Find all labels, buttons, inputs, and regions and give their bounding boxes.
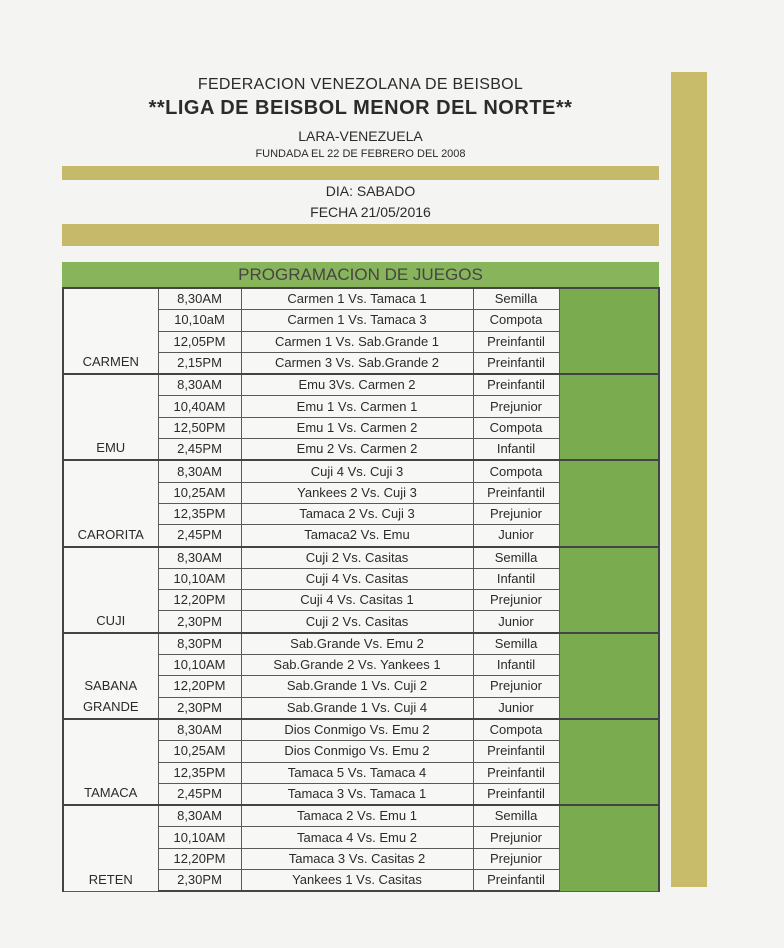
game-time: 2,45PM (158, 783, 241, 805)
game-time: 2,45PM (158, 439, 241, 461)
game-category: Junior (473, 611, 559, 633)
table-row (63, 288, 659, 310)
game-match: Tamaca 3 Vs. Casitas 2 (241, 848, 473, 869)
game-match: Emu 1 Vs. Carmen 2 (241, 417, 473, 438)
table-row (63, 719, 659, 741)
game-category: Semilla (473, 633, 559, 655)
game-category: Prejunior (473, 503, 559, 524)
game-time: 10,25AM (158, 741, 241, 762)
league-title: **LIGA DE BEISBOL MENOR DEL NORTE** (148, 97, 573, 119)
game-time: 10,10AM (158, 655, 241, 676)
game-category: Preinfantil (473, 331, 559, 352)
venue-name: EMU (96, 440, 126, 456)
game-time: 10,25AM (158, 482, 241, 503)
result-box (559, 633, 659, 719)
game-time: 8,30AM (158, 460, 241, 482)
game-match: Yankees 2 Vs. Cuji 3 (241, 482, 473, 503)
founded-text: FUNDADA EL 22 DE FEBRERO DEL 2008 (255, 148, 466, 160)
venue-cell (63, 460, 158, 546)
game-match: Sab.Grande 2 Vs. Yankees 1 (241, 655, 473, 676)
result-box (559, 460, 659, 546)
table-row (63, 547, 659, 569)
game-category: Preinfantil (473, 870, 559, 892)
table-row (63, 633, 659, 655)
venue-name: CARORITA (77, 526, 144, 542)
game-match: Carmen 1 Vs. Sab.Grande 1 (241, 331, 473, 352)
game-category: Infantil (473, 568, 559, 589)
game-match: Tamaca2 Vs. Emu (241, 525, 473, 547)
game-time: 12,20PM (158, 590, 241, 611)
venue-cell (63, 719, 158, 805)
schedule-table (62, 287, 660, 892)
date-label: FECHA 21/05/2016 (310, 204, 431, 220)
game-time: 8,30AM (158, 805, 241, 827)
game-time: 12,20PM (158, 848, 241, 869)
result-box (559, 547, 659, 633)
game-match: Tamaca 3 Vs. Tamaca 1 (241, 783, 473, 805)
game-category: Junior (473, 525, 559, 547)
game-time: 10,40AM (158, 396, 241, 417)
game-match: Cuji 2 Vs. Casitas (241, 547, 473, 569)
location-text: LARA-VENEZUELA (298, 128, 423, 144)
game-category: Preinfantil (473, 783, 559, 805)
game-match: Tamaca 4 Vs. Emu 2 (241, 827, 473, 848)
venue-cell (63, 374, 158, 460)
game-category: Infantil (473, 439, 559, 461)
game-match: Cuji 4 Vs. Casitas (241, 568, 473, 589)
game-time: 10,10aM (158, 310, 241, 331)
game-match: Cuji 4 Vs. Casitas 1 (241, 590, 473, 611)
game-time: 2,45PM (158, 525, 241, 547)
game-category: Preinfantil (473, 762, 559, 783)
game-match: Emu 1 Vs. Carmen 1 (241, 396, 473, 417)
venue-cell (63, 288, 158, 374)
game-category: Preinfantil (473, 741, 559, 762)
decorative-band-bottom (62, 224, 659, 246)
game-category: Preinfantil (473, 374, 559, 396)
game-time: 8,30AM (158, 288, 241, 310)
game-match: Cuji 2 Vs. Casitas (241, 611, 473, 633)
game-time: 2,30PM (158, 870, 241, 892)
result-box (559, 374, 659, 460)
game-match: Carmen 3 Vs. Sab.Grande 2 (241, 352, 473, 374)
game-time: 12,20PM (158, 676, 241, 697)
game-time: 8,30AM (158, 719, 241, 741)
table-row (63, 460, 659, 482)
venue-name: RETEN (88, 871, 133, 887)
game-time: 10,10AM (158, 827, 241, 848)
game-time: 12,50PM (158, 417, 241, 438)
result-box (559, 805, 659, 891)
game-time: 10,10AM (158, 568, 241, 589)
venue-name: CUJI (96, 612, 126, 628)
decorative-band-top (62, 166, 659, 180)
game-category: Compota (473, 719, 559, 741)
game-category: Compota (473, 460, 559, 482)
game-category: Prejunior (473, 590, 559, 611)
game-time: 8,30AM (158, 547, 241, 569)
game-match: Tamaca 2 Vs. Cuji 3 (241, 503, 473, 524)
game-match: Sab.Grande Vs. Emu 2 (241, 633, 473, 655)
game-category: Prejunior (473, 396, 559, 417)
game-time: 2,30PM (158, 611, 241, 633)
result-box (559, 719, 659, 805)
game-category: Junior (473, 697, 559, 719)
federation-title: FEDERACION VENEZOLANA DE BEISBOL (197, 76, 524, 93)
venue-cell (63, 805, 158, 891)
day-label: DIA: SABADO (325, 183, 416, 199)
game-category: Semilla (473, 805, 559, 827)
game-match: Yankees 1 Vs. Casitas (241, 870, 473, 892)
game-time: 8,30PM (158, 633, 241, 655)
decorative-side-bar (671, 72, 707, 887)
game-category: Preinfantil (473, 352, 559, 374)
game-category: Infantil (473, 655, 559, 676)
venue-name: TAMACA (84, 785, 138, 801)
game-category: Semilla (473, 288, 559, 310)
game-category: Semilla (473, 547, 559, 569)
table-row (63, 805, 659, 827)
game-category: Prejunior (473, 848, 559, 869)
game-category: Compota (473, 417, 559, 438)
game-match: Emu 2 Vs. Carmen 2 (241, 439, 473, 461)
venue-name: CARMEN (82, 354, 139, 370)
game-time: 12,35PM (158, 503, 241, 524)
venue-name: GRANDE (82, 698, 139, 714)
game-time: 2,30PM (158, 697, 241, 719)
game-category: Preinfantil (473, 482, 559, 503)
game-category: Prejunior (473, 827, 559, 848)
game-match: Dios Conmigo Vs. Emu 2 (241, 719, 473, 741)
venue-cell (63, 633, 158, 719)
game-time: 12,05PM (158, 331, 241, 352)
game-match: Dios Conmigo Vs. Emu 2 (241, 741, 473, 762)
result-box (559, 288, 659, 374)
game-time: 2,15PM (158, 352, 241, 374)
game-match: Tamaca 5 Vs. Tamaca 4 (241, 762, 473, 783)
game-category: Prejunior (473, 676, 559, 697)
game-match: Sab.Grande 1 Vs. Cuji 4 (241, 697, 473, 719)
game-time: 12,35PM (158, 762, 241, 783)
game-match: Sab.Grande 1 Vs. Cuji 2 (241, 676, 473, 697)
venue-cell (63, 547, 158, 633)
game-match: Carmen 1 Vs. Tamaca 3 (241, 310, 473, 331)
table-row (63, 374, 659, 396)
game-category: Compota (473, 310, 559, 331)
game-time: 8,30AM (158, 374, 241, 396)
schedule-title: PROGRAMACION DE JUEGOS (62, 262, 659, 287)
game-match: Cuji 4 Vs. Cuji 3 (241, 460, 473, 482)
game-match: Tamaca 2 Vs. Emu 1 (241, 805, 473, 827)
venue-name: SABANA (84, 677, 138, 693)
game-match: Carmen 1 Vs. Tamaca 1 (241, 288, 473, 310)
game-match: Emu 3Vs. Carmen 2 (241, 374, 473, 396)
